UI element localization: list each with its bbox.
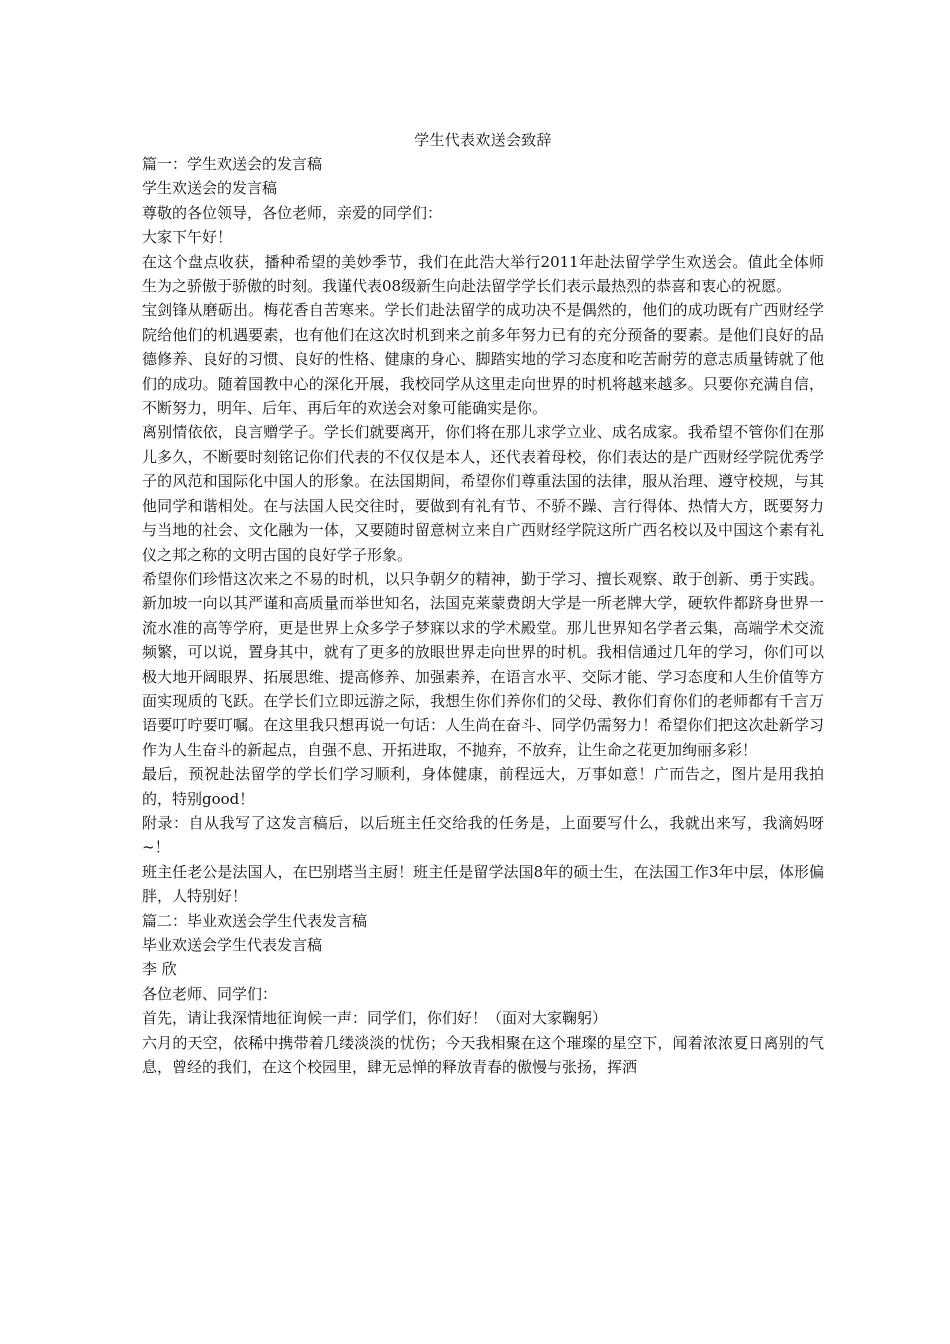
paragraph: 离别情依依，良言赠学子。学长们就要离开，你们将在那儿求学立业、成名成家。我希望不管你们在那儿多久，不断要时刻铭记你们代表的不仅仅是本人，还代表着母校，你们表达的是广西财经学院优秀学子的风范和国际化中国人的形象。在法国期间，希望你们尊重法国的法律，服从治理、遵守校规，与其他同学和谐相处。在与法国人民交往时，要做到有礼有节、不骄不躁、言行得体、热情大方，既要努力与当地的社会、文化融为一体，又要随时留意树立来自广西财经学院这所广西名校以及中国这个素有礼仪之邦之称的文明古国的良好学子形象。 xyxy=(142,423,824,564)
paragraph: 班主任老公是法国人，在巴别塔当主厨！班主任是留学法国8年的硕士生，在法国工作3年中层，体形偏胖，人特别好！ xyxy=(142,862,824,906)
section-heading: 篇二：毕业欢送会学生代表发言稿 xyxy=(142,911,368,930)
paragraph: 附录：自从我写了这发言稿后，以后班主任交给我的任务是，上面要写什么，我就出来写，我滴妈呀~！ xyxy=(142,813,824,857)
paragraph: 尊敬的各位领导，各位老师，亲爱的同学们： xyxy=(142,203,443,222)
paragraph: 各位老师、同学们： xyxy=(142,984,278,1003)
paragraph: 六月的天空，依稀中携带着几缕淡淡的忧伤；今天我相聚在这个璀璨的星空下，闻着浓浓夏日离别的气息，曾经的我们，在这个校园里，肆无忌惮的释放青春的傲慢与张扬，挥洒 xyxy=(142,1033,824,1077)
paragraph: 在这个盘点收获，播种希望的美妙季节，我们在此浩大举行2011年赴法留学学生欢送会。值此全体师生为之骄傲于骄傲的时刻。我谨代表08级新生向赴法留学学长们表示最热烈的恭喜和衷心的祝愿。 xyxy=(142,252,824,296)
paragraph: 毕业欢送会学生代表发言稿 xyxy=(142,936,323,954)
paragraph: 最后，预祝赴法留学的学长们学习顺利，身体健康，前程远大，万事如意！广而告之，图片是用我拍的，特别good！ xyxy=(142,765,824,808)
paragraph: 学生欢送会的发言稿 xyxy=(142,179,278,198)
paragraph: 宝剑锋从磨砺出。梅花香自苦寒来。学长们赴法留学的成功决不是偶然的，他们的成功既有广西财经学院给他们的机遇要素，也有他们在这次时机到来之前多年努力已有的充分预备的要素。是他们良好的品德修养、良好的习惯、良好的性格、健康的身心、脚踏实地的学习态度和吃苦耐劳的意志质量铸就了他们的成功。随着国教中心的深化开展，我校同学从这里走向世界的时机将越来越多。只要你充满自信，不断努力，明年、后年、再后年的欢送会对象可能确实是你。 xyxy=(142,301,824,418)
paragraph: 希望你们珍惜这次来之不易的时机，以只争朝夕的精神，勤于学习、擅长观察、敢于创新、勇于实践。新加坡一向以其严谨和高质量而举世知名，法国克莱蒙费朗大学是一所老牌大学，硬软件都跻身世界一流水准的高等学府，更是世界上众多学子梦寐以求的学术殿堂。那儿世界知名学者云集，高端学术交流频繁，可以说，置身其中，就有了更多的放眼世界走向世界的时机。我相信通过几年的学习，你们可以极大地开阔眼界、拓展思维、提高修养、加强素养，在语言水平、交际才能、学习态度和人生价值等方面实现质的飞跃。在学长们立即远游之际，我想生你们养你们的父母、教你们育你们的老师都有千言万语要叮咛要叮嘱。在这里我只想再说一句话：人生尚在奋斗、同学仍需努力！希望你们把这次赴新学习作为人生奋斗的新起点，自强不息、开拓进取，不抛弃，不放弃，让生命之花更加绚丽多彩！ xyxy=(142,569,824,759)
paragraph: 首先，请让我深情地征询候一声：同学们，你们好！（面对大家鞠躬） xyxy=(142,1009,608,1028)
document-title: 学生代表欢送会致辞 xyxy=(414,131,552,149)
paragraph: 大家下午好！ xyxy=(142,228,233,247)
document-body xyxy=(142,128,824,1079)
author-name: 李 欣 xyxy=(142,960,177,979)
paragraph: 篇一：学生欢送会的发言稿 xyxy=(142,155,323,173)
